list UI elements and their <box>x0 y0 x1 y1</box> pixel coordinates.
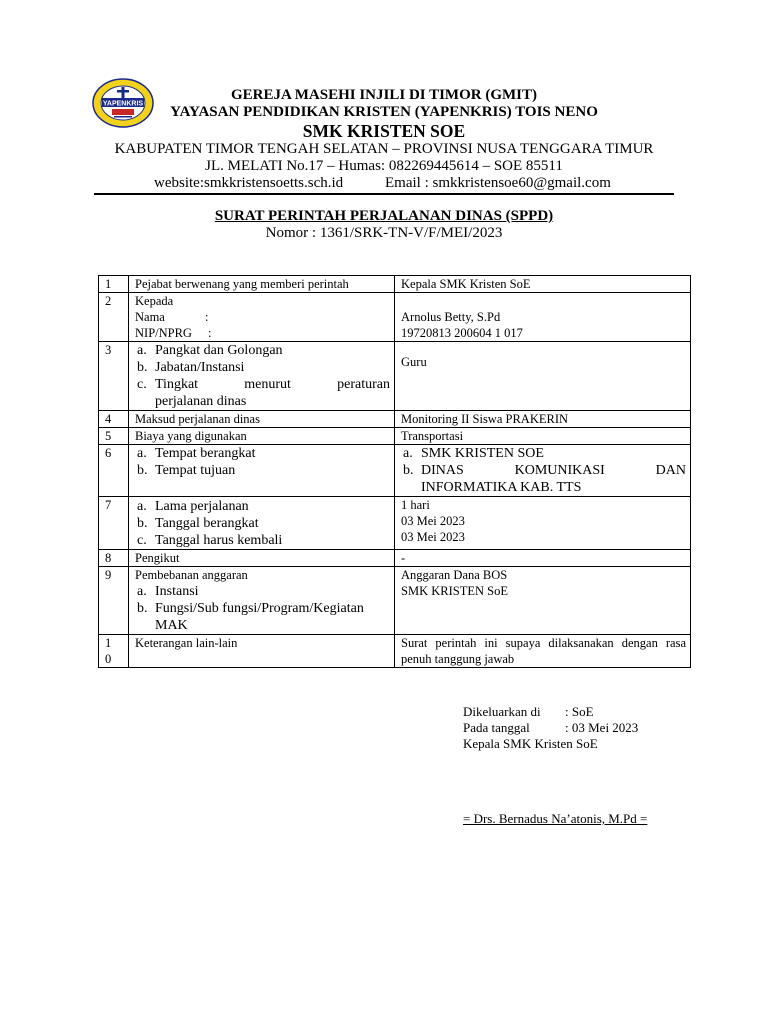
row-number: 2 <box>99 293 129 342</box>
budget-source: Anggaran Dana BOS <box>401 568 508 582</box>
row-value: Monitoring II Siswa PRAKERIN <box>395 411 691 428</box>
issued-at-label: Dikeluarkan di <box>463 704 541 719</box>
row-number: 3 <box>99 342 129 411</box>
row-number: 1 <box>99 276 129 293</box>
nama-label: Nama <box>135 310 165 324</box>
row-label-cell <box>129 445 395 497</box>
budget-institution: SMK KRISTEN SoE <box>401 584 508 598</box>
table-row <box>99 567 691 635</box>
list-item: c. Tanggal harus kembali <box>137 533 283 548</box>
table-row <box>99 342 691 411</box>
row-label-cell <box>129 567 395 635</box>
letterhead-divider <box>94 193 674 195</box>
list-item: b. Tanggal berangkat <box>137 516 259 531</box>
school-name: SMK KRISTEN SOE <box>302 121 466 141</box>
document-number: Nomor : 1361/SRK-TN-V/F/MEI/2023 <box>265 225 503 241</box>
list-item: b. Fungsi/Sub fungsi/Program/Kegiatan MAK <box>137 601 364 633</box>
issued-place-line <box>463 704 594 720</box>
row-value: Kepala SMK Kristen SoE <box>395 276 691 293</box>
signer-position: Kepala SMK Kristen SoE <box>463 736 598 751</box>
list-item: b. Tempat tujuan <box>137 463 236 478</box>
row-number: 4 <box>99 411 129 428</box>
row-label: Pengikut <box>129 550 395 567</box>
issued-date-line <box>463 720 638 736</box>
list-item: a. SMK KRISTEN SOE <box>403 446 544 461</box>
issued-at-value: : SoE <box>565 704 594 719</box>
letterhead-address-line: KABUPATEN TIMOR TENGAH SELATAN – PROVINSI NUSA TENGGARA TIMUR <box>114 141 654 157</box>
row-value-cell <box>395 293 691 342</box>
document-title-wrap <box>0 207 768 225</box>
row-number: 7 <box>99 497 129 550</box>
row-value-cell <box>395 497 691 550</box>
list-item: b. DINAS KOMUNIKASI DAN INFORMATIKA KAB. TTS <box>403 463 686 495</box>
table-row <box>99 411 691 428</box>
row-label: Kepada <box>135 294 174 308</box>
row-label-cell <box>129 497 395 550</box>
date-value: : 03 Mei 2023 <box>565 720 639 735</box>
table-row <box>99 635 691 668</box>
row-label: Maksud perjalanan dinas <box>129 411 395 428</box>
list-item: a. Tempat berangkat <box>137 446 256 461</box>
date-label: Pada tanggal <box>463 720 530 735</box>
duration-value: 1 hari <box>401 498 430 512</box>
sppd-table <box>98 275 691 668</box>
row-value: - <box>395 550 691 567</box>
row-number: 9 <box>99 567 129 635</box>
table-row <box>99 293 691 342</box>
departure-date: 03 Mei 2023 <box>401 514 465 528</box>
row-label-cell <box>129 293 395 342</box>
letterhead-line-2: YAYASAN PENDIDIKAN KRISTEN (YAPENKRIS) TOIS NENO <box>170 104 598 120</box>
row-value-cell <box>395 567 691 635</box>
email: Email : smkkristensoe60@gmail.com <box>385 175 611 191</box>
row-number: 8 <box>99 550 129 567</box>
row-value: Surat perintah ini supaya dilaksanakan dengan rasa penuh tanggung jawab <box>395 635 691 668</box>
nip-label: NIP/NPRG <box>135 326 192 340</box>
table-row <box>99 550 691 567</box>
list-item: a. Pangkat dan Golongan <box>137 343 283 358</box>
return-date: 03 Mei 2023 <box>401 530 465 544</box>
row-value: Transportasi <box>395 428 691 445</box>
row-value: Guru <box>401 355 427 369</box>
logo-text: YAPENKRIS <box>102 100 144 108</box>
table-row <box>99 445 691 497</box>
letterhead-line-1: GEREJA MASEHI INJILI DI TIMOR (GMIT) <box>230 87 537 103</box>
row-label: Pejabat berwenang yang memberi perintah <box>129 276 395 293</box>
row-label: Keterangan lain-lain <box>129 635 395 668</box>
row-number: 5 <box>99 428 129 445</box>
table-row <box>99 428 691 445</box>
row-label: Biaya yang digunakan <box>129 428 395 445</box>
row-label: Pembebanan anggaran <box>135 568 248 582</box>
letterhead-contact-line: JL. MELATI No.17 – Humas: 082269445614 – SOE 85511 <box>205 158 563 174</box>
nama-colon: : <box>205 310 209 324</box>
row-number: 6 <box>99 445 129 497</box>
document-title: SURAT PERINTAH PERJALANAN DINAS (SPPD) <box>214 208 554 224</box>
row-label-cell <box>129 342 395 411</box>
list-item: b. Jabatan/Instansi <box>137 360 245 375</box>
nip-colon: : <box>208 326 212 340</box>
signer-name: = Drs. Bernadus Na’atonis, M.Pd = <box>463 811 648 826</box>
list-item: a. Instansi <box>137 584 199 599</box>
table-row <box>99 497 691 550</box>
row-number-cell: 1 0 <box>99 635 129 668</box>
list-item: a. Lama perjalanan <box>137 499 249 514</box>
list-item: c. Tingkat menurut peraturan perjalanan dinas <box>137 377 390 409</box>
employee-nip: 19720813 200604 1 017 <box>401 326 523 340</box>
table-row <box>99 276 691 293</box>
website: website:smkkristensoetts.sch.id <box>154 175 344 191</box>
row-value-cell <box>395 445 691 497</box>
row-value-cell <box>395 342 691 411</box>
employee-name: Arnolus Betty, S.Pd <box>401 310 501 324</box>
